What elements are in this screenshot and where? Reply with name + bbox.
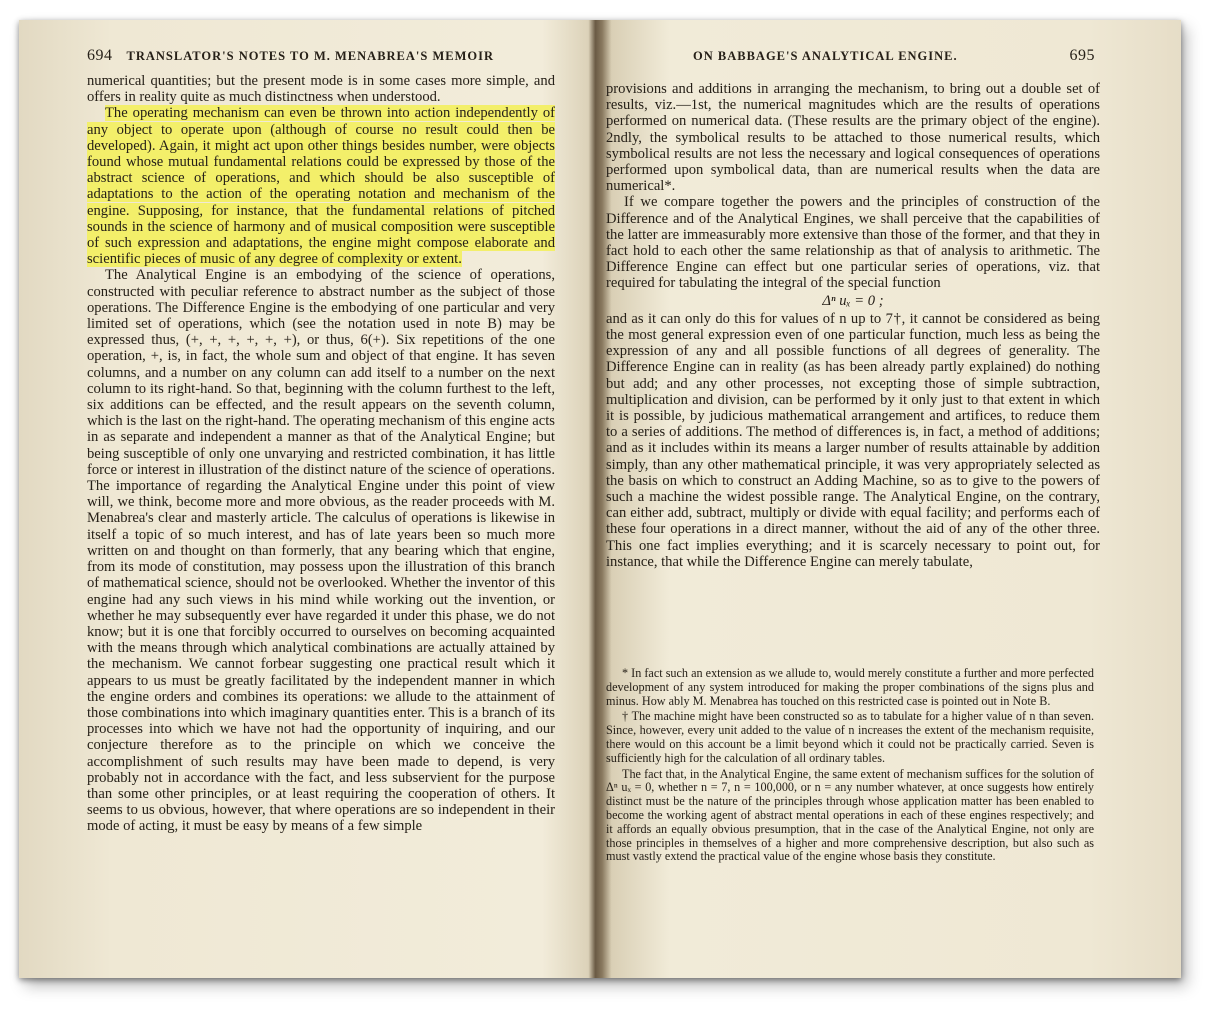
left-running-head: TRANSLATOR'S NOTES TO M. MENABREA'S MEMOIR [126, 49, 495, 63]
right-page-number: 695 [1069, 47, 1095, 64]
book-scan [19, 20, 1181, 978]
left-page-number: 694 [87, 47, 113, 64]
left-paragraph-2 [87, 105, 555, 267]
left-paragraph-3: The Analytical Engine is an embodying of the science of operations, constructed with peculiar reference to abstract number as the subject of those operations. The Difference Engine is the embodying of one particular and very limited set of operations, which (see the notation used in note B) may be expressed thus, (+, +, +, +, +, +), or thus, 6(+). Six repetitions of the one operation, +, is, in fact, the whole sum and object of that engine. It has seven columns, and a number on any column can add itself to a number on the next column to its right-hand. So that, beginning with the column furthest to the left, six additions can be effected, and the result appears on the seventh column, which is the last on the right-hand. The operating mechanism of this engine acts in as separate and independent a manner as that of the Analytical Engine; but being susceptible of only one unvarying and restricted combination, it has little force or interest in illustration of the distinct nature of the science of operations. The importance of regarding the Analytical Engine under this point of view will, we think, become more and more obvious, as the reader proceeds with M. Menabrea's clear and masterly article. The calculus of operations is likewise in itself a topic of so much interest, and has of late years been so much more written on and thought on than formerly, that any bearing which that engine, from its mode of constitution, may possess upon the illustration of this branch of mathematical science, should not be overlooked. Whether the inventor of this engine had any such views in his mind while working out the invention, or whether he may subsequently ever have regarded it under this phase, we do not know; but it is one that forcibly occurred to ourselves on becoming acquainted with the means through which analytical combinations are actually attained by the mechanism. We cannot forbear suggesting one practical result which it appears to us must be greatly facilitated by the independent manner in which the engine orders and combines its operations: we allude to the attainment of those combinations into which imaginary quantities enter. This is a branch of its processes into which we have not had the opportunity of inquiring, and our conjecture therefore as to the principle on which we conceive the accomplishment of such results may have been made to depend, is very probably not in accordance with the fact, and less subservient for the purpose than some other principles, or at least requiring the cooperation of others. It seems to us obvious, however, that where operations are so independent in their mode of acting, it must be easy by means of a few simple [87, 267, 555, 835]
right-running-head: ON BABBAGE'S ANALYTICAL ENGINE. [693, 49, 958, 63]
right-paragraph-2: If we compare together the powers and the principles of construction of the Difference and of the Analytical Engines, we shall perceive that the capabilities of the latter are immeasurably more extensive than those of the former, and that they in fact hold to each other the same relationship as that of analysis to arithmetic. The Difference Engine can effect but one particular series of operations, viz. that required for tabulating the integral of the special function [606, 194, 1100, 292]
footnotes [606, 667, 1094, 866]
left-page-body [87, 73, 555, 835]
footnote-continuation: The fact that, in the Analytical Engine, the same extent of mechanism suffices for the solution of Δⁿ uₓ = 0, whether n = 7, n = 100,000, or n = any number whatever, at once suggests how entirely distinct must be the nature of the principles through whose application matter has been enabled to become the working agent of abstract mental operations in each of these engines respectively; and it affords an equally obvious presumption, that in the case of the Analytical Engine, not only are those principles in themselves of a higher and more comprehensive description, but also such as must vastly extend the practical value of the engine whose basis they constitute. [606, 766, 1094, 864]
left-page-header [87, 47, 547, 67]
right-page-body [606, 81, 1100, 570]
right-page-header [693, 47, 1095, 67]
footnote-asterisk: * In fact such an extension as we allude to, would merely constitute a further and more perfected development of any system introduced for making the proper combinations of the signs plus and minus. How ably M. Menabrea has touched on this restricted case is pointed out in Note B. [606, 666, 1094, 708]
highlighted-passage: The operating mechanism can even be thrown into action independently of any object to operate upon (although of course no result could then be developed). Again, it might act upon other things besides number, were objects found whose mutual fundamental relations could be expressed by those of the abstract science of operations, and which should be also susceptible of adaptations to the action of the operating notation and mechanism of the engine. Supposing, for instance, that the fundamental relations of pitched sounds in the science of harmony and of musical composition were susceptible of such expression and adaptations, the engine might compose elaborate and scientific pieces of music of any degree of complexity or extent. [87, 105, 555, 268]
left-page [19, 20, 587, 978]
right-page [587, 20, 1181, 978]
footnote-dagger: † The machine might have been constructed so as to tabulate for a higher value of n than seven. Since, however, every unit added to the value of n increases the extent of the mechanism requisite, there would on this account be a limit beyond which it could not be practically carried. Seven is sufficiently high for the calculation of all ordinary tables. [606, 709, 1094, 765]
difference-equation: Δⁿ uₓ = 0 ; [822, 292, 884, 309]
right-paragraph-3: and as it can only do this for values of n up to 7†, it cannot be considered as being the most general expression even of one particular function, much less as being the expression of any and all possible functions of all degrees of generality. The Difference Engine can in reality (as has been already partly explained) do nothing but add; and any other processes, not excepting those of simple subtraction, multiplication and division, can be performed by it only just to that extent in which it is possible, by judicious mathematical arrangement and artifices, to reduce them to a series of additions. The method of differences is, in fact, a method of additions; and as it includes within its means a larger number of results attainable by addition simply, than any other mathematical principle, it was very appropriately selected as the basis on which to construct an Adding Machine, so as to give to the powers of such a machine the widest possible range. The Analytical Engine, on the contrary, can either add, subtract, multiply or divide with equal facility; and performs each of these four operations in a direct manner, without the aid of any of the other three. This one fact implies everything; and it is scarcely necessary to point out, for instance, that while the Difference Engine can merely tabulate, [606, 310, 1100, 570]
right-paragraph-1: provisions and additions in arranging the mechanism, to bring out a double set of results, viz.—1st, the numerical magnitudes which are the results of operations performed on numerical data. (These results are the primary object of the engine). 2ndly, the symbolical results to be attached to those numerical results, which symbolical results are not less the necessary and logical consequences of operations performed upon symbolical data, than are numerical results when the data are numerical*. [606, 81, 1100, 195]
left-paragraph-1: numerical quantities; but the present mode is in some cases more simple, and offers in reality quite as much distinctness when understood. [87, 73, 555, 106]
